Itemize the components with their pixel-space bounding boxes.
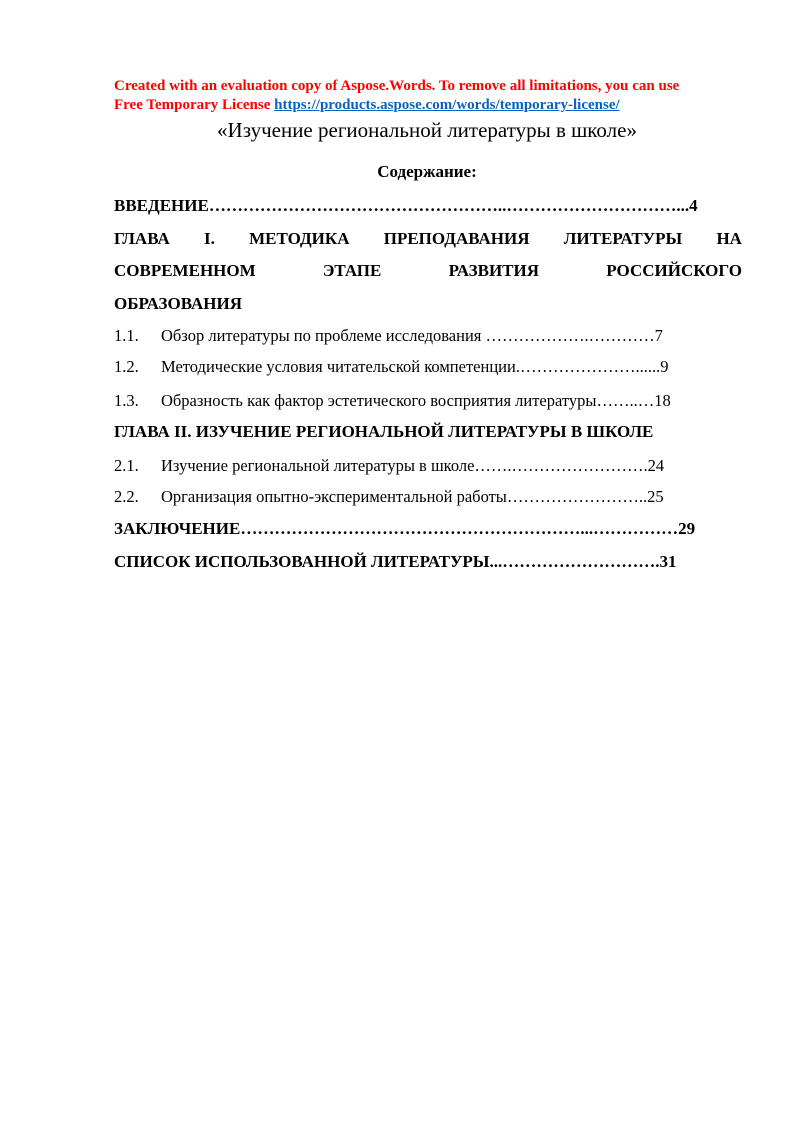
toc-section-2-1 bbox=[114, 456, 742, 476]
toc-references: СПИСОК ИСПОЛЬЗОВАННОЙ ЛИТЕРАТУРЫ...……………………….31 bbox=[114, 552, 677, 571]
evaluation-notice bbox=[114, 77, 754, 115]
toc-word: МЕТОДИКА bbox=[249, 229, 350, 248]
toc-chapter1-line2 bbox=[114, 261, 742, 281]
toc-section-text: Организация опытно-экспериментальной работы……………………..25 bbox=[161, 487, 664, 506]
toc-section-1-3 bbox=[114, 391, 742, 411]
evaluation-notice-line1: Created with an evaluation copy of Aspose.Words. To remove all limitations, you can use bbox=[114, 78, 680, 94]
toc-section-text: Образность как фактор эстетического восприятия литературы……..…18 bbox=[161, 391, 671, 410]
toc-word: СОВРЕМЕННОМ bbox=[114, 261, 256, 280]
toc-chapter1-line3: ОБРАЗОВАНИЯ bbox=[114, 294, 242, 313]
toc-section-text: Изучение региональной литературы в школе…….…………………….24 bbox=[161, 456, 665, 475]
toc-section-text: Методические условия читательской компетенции.…………………......9 bbox=[161, 357, 669, 376]
document-title: «Изучение региональной литературы в школе» bbox=[217, 118, 637, 142]
toc-chapter1-line1 bbox=[114, 229, 742, 249]
toc-word: РОССИЙСКОГО bbox=[606, 261, 742, 280]
toc-word: I. bbox=[203, 229, 215, 248]
toc-section-2-2 bbox=[114, 487, 742, 507]
toc-section-number: 1.1. bbox=[114, 326, 139, 345]
toc-section-1-2 bbox=[114, 357, 742, 377]
toc-section-text: Обзор литературы по проблеме исследования ……………….…………7 bbox=[161, 326, 663, 345]
toc-section-number: 2.2. bbox=[114, 487, 139, 506]
toc-word: ГЛАВА bbox=[114, 229, 170, 248]
toc-section-number: 1.2. bbox=[114, 357, 139, 376]
toc-chapter2: ГЛАВА II. ИЗУЧЕНИЕ РЕГИОНАЛЬНОЙ ЛИТЕРАТУРЫ В ШКОЛЕ bbox=[114, 422, 654, 441]
license-label: Free Temporary License bbox=[114, 97, 275, 113]
toc-intro: ВВЕДЕНИЕ……………………………………………..…………………………...4 bbox=[114, 196, 698, 215]
evaluation-notice-line2 bbox=[114, 96, 754, 115]
toc-word: ПРЕПОДАВАНИЯ bbox=[383, 229, 530, 248]
toc-heading: Содержание: bbox=[377, 162, 477, 181]
toc-conclusion: ЗАКЛЮЧЕНИЕ……………………………………………………...……………29 bbox=[114, 519, 696, 538]
toc-section-number: 2.1. bbox=[114, 456, 139, 475]
toc-word: ЛИТЕРАТУРЫ bbox=[563, 229, 683, 248]
toc-word: РАЗВИТИЯ bbox=[448, 261, 540, 280]
toc-word: НА bbox=[716, 229, 742, 248]
toc-section-number: 1.3. bbox=[114, 391, 139, 410]
toc-word: ЭТАПЕ bbox=[322, 261, 382, 280]
license-link[interactable]: https://products.aspose.com/words/temporary-license/ bbox=[274, 97, 620, 113]
toc-section-1-1 bbox=[114, 326, 742, 346]
